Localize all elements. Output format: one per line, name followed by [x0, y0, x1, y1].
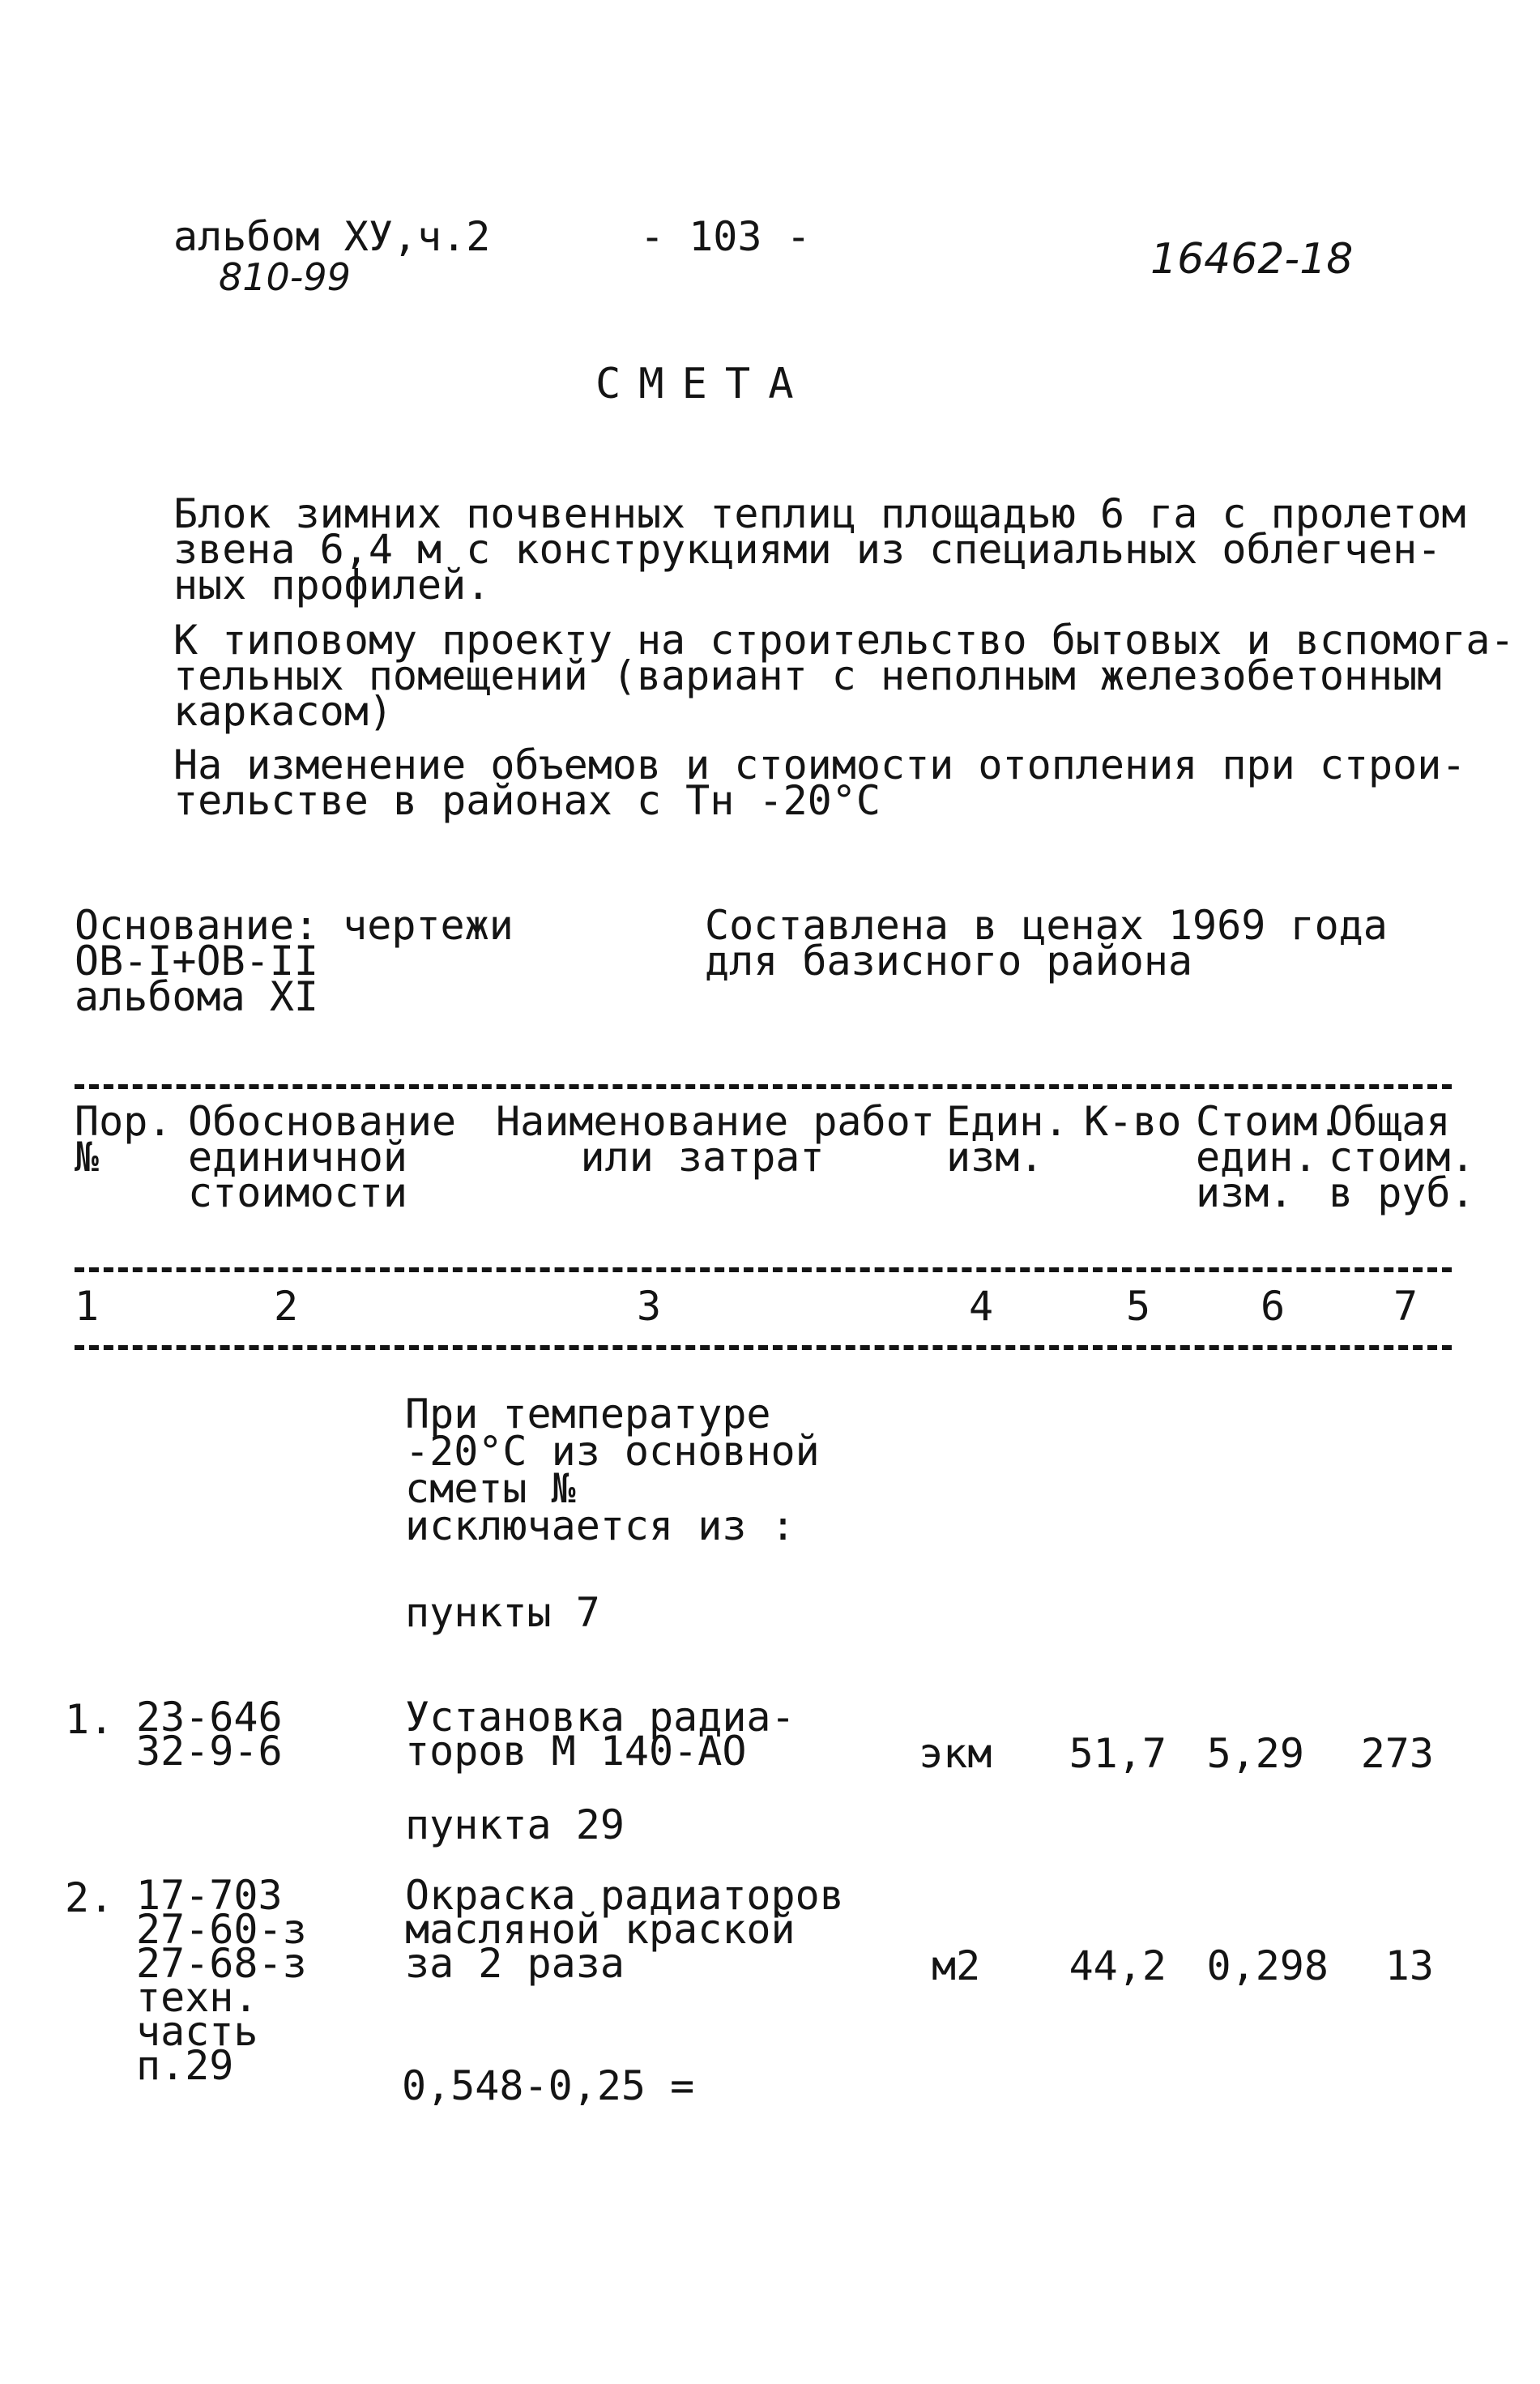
row-1-quantity: 51,7 [1069, 1730, 1167, 1777]
column-number-3: 3 [637, 1283, 662, 1330]
basis-left: Основание: чертежи ОВ-I+ОВ-II альбома XI [75, 902, 514, 1020]
row-1-name: Установка радиа- торов М 140-АО [405, 1694, 796, 1775]
row-1-unit-cost: 5,29 [1206, 1730, 1304, 1777]
row-1-basis: 23-646 32-9-6 [136, 1694, 283, 1775]
row-2-total: 13 [1384, 1942, 1434, 1989]
description-paragraph-3: На изменение объемов и стоимости отопления при строи- тельстве в районах с Тн -20°С [173, 741, 1466, 824]
section-label-1: пункты 7 [405, 1589, 600, 1636]
header-col-7: Общая стоим. в руб. [1329, 1098, 1475, 1216]
column-number-5: 5 [1126, 1283, 1151, 1330]
page-number: - 103 - [640, 213, 811, 260]
column-number-2: 2 [274, 1283, 299, 1330]
row-2-unit-cost: 0,298 [1206, 1942, 1329, 1989]
header-col-6: Стоим. един. изм. [1196, 1098, 1342, 1216]
row-2-number: 2. [65, 1874, 114, 1921]
table-rule-mid [75, 1267, 1452, 1272]
description-paragraph-2: К типовому проекту на строительство бытовых и вспомога- тельных помещений (вариант с неполным железобетонным каркасом) [173, 617, 1515, 735]
column-number-4: 4 [969, 1283, 994, 1330]
row-1-number: 1. [65, 1696, 114, 1743]
document-code-handwritten: 16462-18 [1150, 235, 1354, 284]
column-number-1: 1 [75, 1283, 100, 1330]
row-2-unit: м2 [932, 1942, 981, 1989]
header-col-5: К-во [1084, 1098, 1182, 1145]
header-col-3: Наименование работ или затрат [496, 1098, 935, 1181]
row-2-basis: 17-703 27-60-з 27-68-з техн. часть п.29 [136, 1872, 307, 2089]
table-rule-bottom [75, 1345, 1452, 1350]
column-number-7: 7 [1393, 1283, 1418, 1330]
basis-right: Составлена в ценах 1969 года для базисного района [705, 902, 1388, 985]
description-paragraph-1: Блок зимних почвенных теплиц площадью 6 га с пролетом звена 6,4 м с конструкциями из специальных облегчен- ных профилей. [173, 490, 1466, 609]
row-1-unit: экм [919, 1730, 992, 1777]
row-2-formula: 0,548-0,25 = [402, 2062, 695, 2109]
table-rule-top [75, 1084, 1452, 1089]
album-handwritten-number: 810-99 [219, 255, 351, 299]
album-label: альбом ХУ,ч.2 [173, 213, 491, 260]
exclusion-intro: При температуре -20°С из основной сметы № исключается из : [405, 1391, 820, 1549]
column-number-6: 6 [1261, 1283, 1286, 1330]
row-2-name: Окраска радиаторов масляной краской за 2 раза [405, 1872, 844, 1987]
header-col-1: Пор. № [75, 1098, 173, 1181]
page-title: СМЕТА [595, 360, 812, 408]
header-col-4: Един. изм. [946, 1098, 1069, 1181]
section-label-2: пункта 29 [405, 1801, 625, 1848]
row-2-quantity: 44,2 [1069, 1942, 1167, 1989]
header-col-2: Обоснование единичной стоимости [188, 1098, 457, 1216]
row-1-total: 273 [1360, 1730, 1434, 1777]
